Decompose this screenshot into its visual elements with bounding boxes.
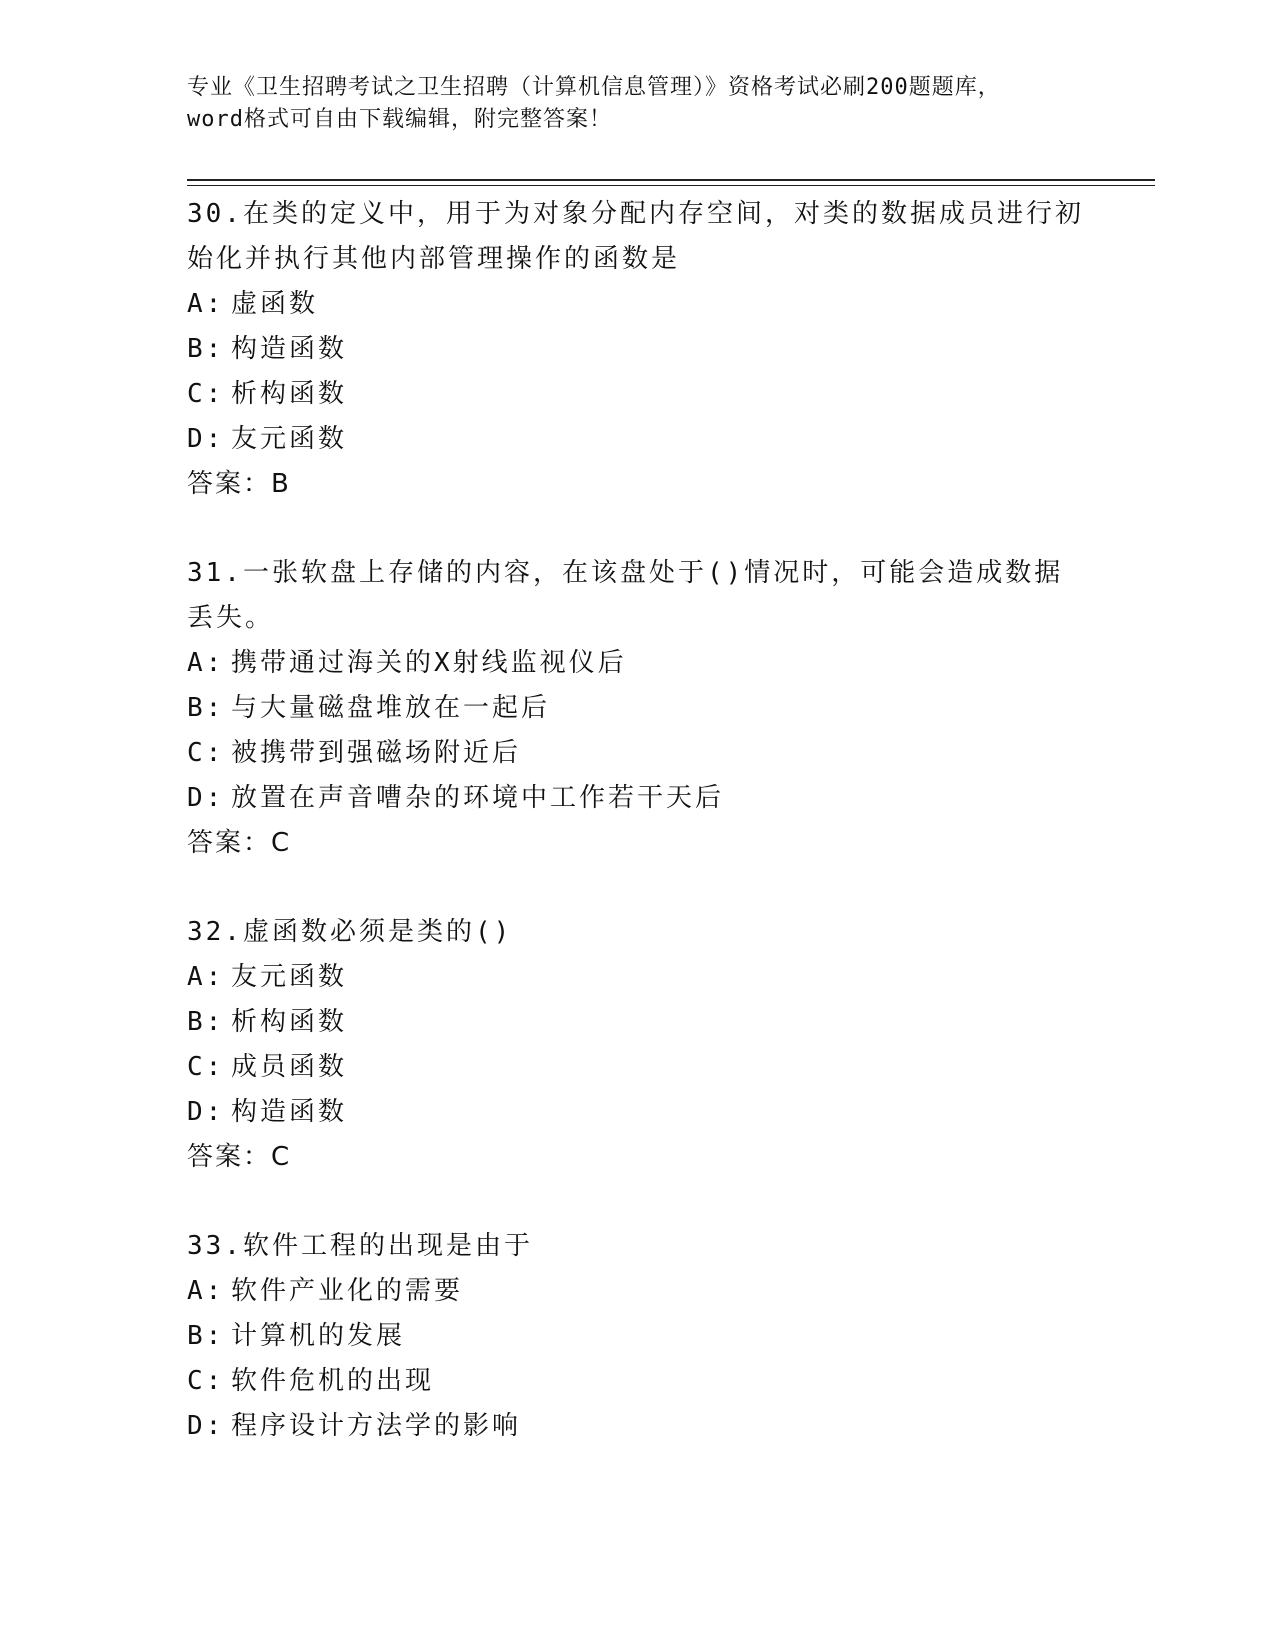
- option-text: 友元函数: [231, 424, 348, 454]
- option-letter: D:: [187, 424, 225, 454]
- option-letter: A:: [187, 648, 225, 678]
- option-text: 软件危机的出现: [231, 1366, 435, 1396]
- option-d: [187, 776, 1087, 821]
- option-c: [187, 1359, 1087, 1404]
- option-b: [187, 327, 1087, 372]
- question-list: [187, 192, 1087, 1493]
- option-d: [187, 1404, 1087, 1449]
- header-divider-thin: [187, 185, 1155, 186]
- option-text: 软件产业化的需要: [231, 1276, 464, 1306]
- question-32: [187, 910, 1087, 1180]
- option-b: [187, 686, 1087, 731]
- option-c: [187, 1045, 1087, 1090]
- option-letter: A:: [187, 962, 225, 992]
- option-letter: C:: [187, 1366, 225, 1396]
- document-header: [187, 72, 1087, 136]
- option-letter: D:: [187, 783, 225, 813]
- option-text: 构造函数: [231, 1097, 348, 1127]
- option-text: 携带通过海关的X射线监视仪后: [231, 648, 627, 678]
- option-text: 友元函数: [231, 962, 348, 992]
- option-text: 析构函数: [231, 1007, 348, 1037]
- option-text: 与大量磁盘堆放在一起后: [231, 693, 551, 723]
- option-letter: D:: [187, 1411, 225, 1441]
- option-d: [187, 417, 1087, 462]
- option-letter: C:: [187, 738, 225, 768]
- option-letter: C:: [187, 1052, 225, 1082]
- option-text: 成员函数: [231, 1052, 348, 1082]
- question-30: [187, 192, 1087, 507]
- question-stem: 31.一张软盘上存储的内容，在该盘处于()情况时，可能会造成数据丢失。: [187, 558, 1064, 633]
- answer-line: 答案：C: [187, 828, 292, 858]
- option-a: [187, 955, 1087, 1000]
- option-text: 计算机的发展: [231, 1321, 406, 1351]
- question-33: [187, 1224, 1087, 1449]
- option-letter: B:: [187, 334, 225, 364]
- option-text: 放置在声音嘈杂的环境中工作若干天后: [231, 783, 725, 813]
- question-31: [187, 551, 1087, 866]
- option-b: [187, 1000, 1087, 1045]
- header-line-1: 专业《卫生招聘考试之卫生招聘（计算机信息管理）》资格考试必刷200题题库，: [187, 75, 1001, 100]
- header-divider-thick: [187, 179, 1155, 181]
- header-line-2: word格式可自由下载编辑，附完整答案！: [187, 107, 612, 132]
- option-text: 虚函数: [231, 289, 319, 319]
- question-stem: 32.虚函数必须是类的(): [187, 917, 513, 947]
- option-a: [187, 1269, 1087, 1314]
- option-letter: B:: [187, 693, 225, 723]
- option-letter: C:: [187, 379, 225, 409]
- option-letter: A:: [187, 289, 225, 319]
- option-a: [187, 641, 1087, 686]
- question-stem: 30.在类的定义中，用于为对象分配内存空间，对类的数据成员进行初始化并执行其他内部管理操作的函数是: [187, 199, 1084, 274]
- option-a: [187, 282, 1087, 327]
- option-text: 程序设计方法学的影响: [231, 1411, 522, 1441]
- option-letter: D:: [187, 1097, 225, 1127]
- option-letter: B:: [187, 1321, 225, 1351]
- option-text: 构造函数: [231, 334, 348, 364]
- option-letter: B:: [187, 1007, 225, 1037]
- option-d: [187, 1090, 1087, 1135]
- answer-line: 答案：B: [187, 469, 291, 499]
- option-text: 析构函数: [231, 379, 348, 409]
- option-text: 被携带到强磁场附近后: [231, 738, 522, 768]
- answer-line: 答案：C: [187, 1142, 292, 1172]
- question-stem: 33.软件工程的出现是由于: [187, 1231, 533, 1261]
- option-c: [187, 372, 1087, 417]
- option-b: [187, 1314, 1087, 1359]
- option-c: [187, 731, 1087, 776]
- option-letter: A:: [187, 1276, 225, 1306]
